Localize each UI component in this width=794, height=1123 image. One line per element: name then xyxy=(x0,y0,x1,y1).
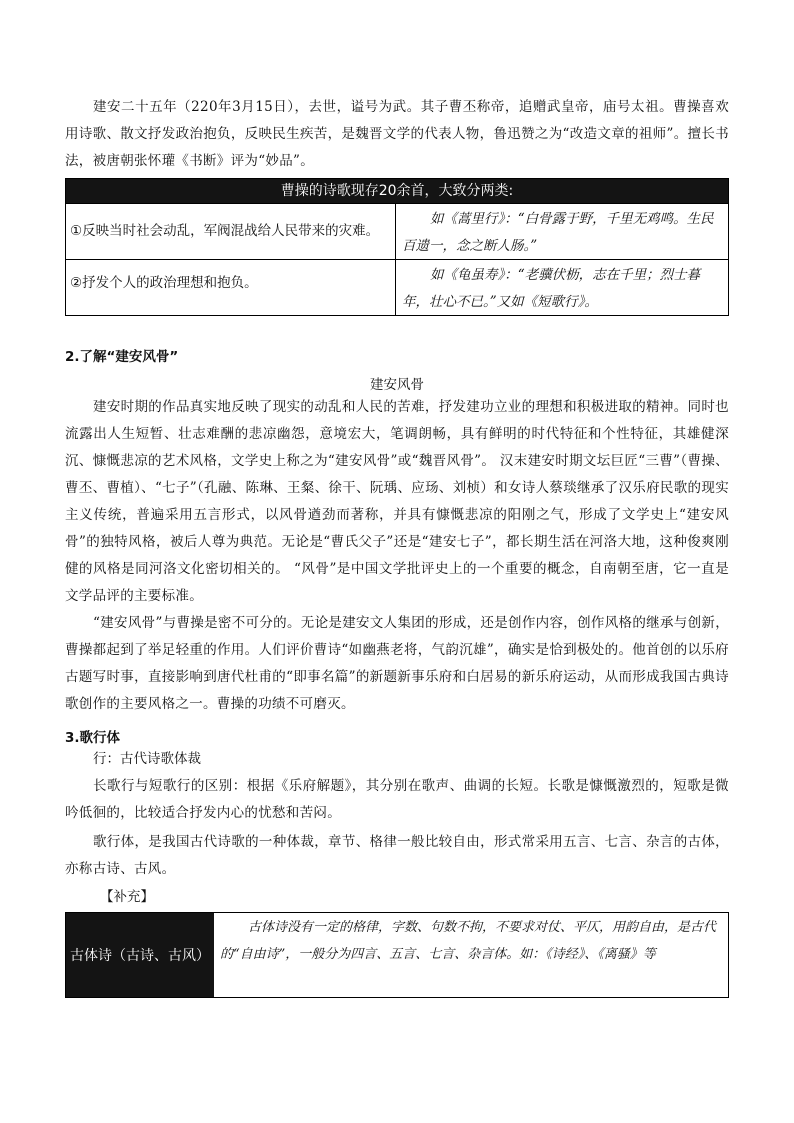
section-heading: 3.歌行体 xyxy=(65,730,121,746)
intro-paragraph: 建安二十五年（220年3月15日），去世，谥号为武。其子曹丕称帝，追赠武皇帝，庙号太祖。曹操喜欢用诗歌、散文抒发政治抱负，反映民生疾苦，是魏晋文学的代表人物，鲁迅赞之为“改造文章的祖师”。擅长书法，被唐朝张怀瓘《书断》评为“妙品”。 xyxy=(65,99,729,169)
term-cell: 古体诗（古诗、古风） xyxy=(66,913,214,997)
section-subtitle: 建安风骨 xyxy=(370,377,424,393)
definition-line: 行：古代诗歌体裁 xyxy=(93,751,201,767)
body-paragraph: 建安时期的作品真实地反映了现实的动乱和人民的苦难，抒发建功立业的理想和积极进取的精神。同时也流露出人生短暂、壮志难酬的悲凉幽怨，意境宏大，笔调朗畅，具有鲜明的时代特征和个性特征，其雄健深沉、慷慨悲凉的艺术风格，文学史上称之为“建安风骨”或“魏晋风骨”。 汉末建安时期文坛巨匠“三曹”（曹操、曹丕、曹植）、“七子”（孔融、陈琳、王粲、徐干、阮瑀、应玚、刘桢）和女诗人蔡琰继承了汉乐府民歌的现实主义传统，普遍采用五言形式，以风骨遒劲而著称，并具有慷慨悲凉的阳刚之气，形成了文学史上“建安风骨”的独特风格，被后人尊为典范。无论是“曹氏父子”还是“建安七子”，都长期生活在河洛大地，这种俊爽刚健的风格是同河洛文化密切相关的。 “风骨”是中国文学批评史上的一个重要的概念，自南朝至唐，它一直是文学品评的主要标准。 xyxy=(65,399,729,604)
section-heading: 2.了解“建安风骨” xyxy=(65,349,179,365)
supplement-label: 【补充】 xyxy=(100,889,154,905)
table-row xyxy=(66,203,728,259)
supplement-table xyxy=(65,912,729,998)
definition-cell: 古体诗没有一定的格律，字数、句数不拘，不要求对仗、平仄，用韵自由，是古代的“自由诗”，一般分为四言、五言、七言、杂言体。如：《诗经》、《离骚》等 xyxy=(220,920,717,962)
table-row xyxy=(66,259,728,316)
example-cell: 如《蒿里行》：“白骨露于野，千里无鸡鸣。生民百遗一，念之断人肠。” xyxy=(402,211,714,254)
category-cell: ①反映当时社会动乱，军阀混战给人民带来的灾难。 xyxy=(66,204,396,259)
table-header: 曹操的诗歌现存20余首，大致分两类: xyxy=(66,179,728,203)
body-paragraph: 长歌行与短歌行的区别：根据《乐府解题》，其分别在歌声、曲调的长短。长歌是慷慨激烈的，短歌是微吟低徊的，比较适合抒发内心的忧愁和苦闷。 xyxy=(65,778,729,821)
body-paragraph: 歌行体，是我国古代诗歌的一种体裁，章节、格律一般比较自由，形式常采用五言、七言、杂言的古体，亦称古诗、古风。 xyxy=(65,834,729,877)
category-cell: ②抒发个人的政治理想和抱负。 xyxy=(66,260,396,316)
example-cell: 如《龟虽寿》：“老骥伏枥，志在千里；烈士暮年，壮心不已。”又如《短歌行》。 xyxy=(402,267,701,310)
body-paragraph: “建安风骨”与曹操是密不可分的。无论是建安文人集团的形成，还是创作内容，创作风格的继承与创新，曹操都起到了举足轻重的作用。人们评价曹诗“如幽燕老将，气韵沉雄”，确实是恰到极处的。他首创的以乐府古题写时事，直接影响到唐代杜甫的“即事名篇”的新题新事乐府和白居易的新乐府运动，从而形成我国古典诗歌创作的主要风格之一。曹操的功绩不可磨灭。 xyxy=(65,615,729,712)
poetry-category-table xyxy=(65,178,729,316)
